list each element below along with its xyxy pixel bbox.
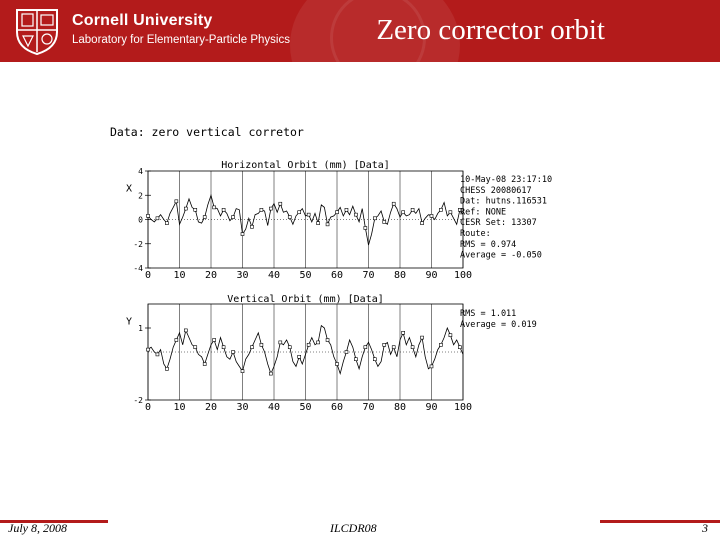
footer-date: July 8, 2008 <box>8 521 67 535</box>
vertical-orbit-point <box>345 351 348 354</box>
horizontal-annotation: CHESS 20080617 <box>460 185 532 196</box>
horizontal-annotation: Route: <box>460 229 491 239</box>
vertical-x-tick-label: 0 <box>144 402 152 413</box>
vertical-orbit-point <box>317 341 320 344</box>
horizontal-orbit-point <box>213 206 216 209</box>
orbit-plots-svg <box>108 118 578 418</box>
horizontal-orbit-point <box>175 200 178 203</box>
vertical-orbit-point <box>260 343 263 346</box>
horizontal-x-tick-label: 90 <box>425 270 438 281</box>
vertical-x-tick-label: 60 <box>330 402 344 413</box>
horizontal-orbit-point <box>383 220 386 223</box>
horizontal-orbit-point <box>298 211 301 214</box>
horizontal-orbit-point <box>411 208 414 211</box>
vertical-orbit-point <box>156 353 159 356</box>
vertical-y-axis-label: Y <box>126 316 133 328</box>
vertical-orbit-point <box>165 367 168 370</box>
horizontal-annotation: 10-May-08 23:17:10 <box>460 175 553 185</box>
horizontal-y-axis-label: X <box>126 183 133 195</box>
vertical-plot-title: Vertical Orbit (mm) [Data] <box>227 294 384 305</box>
vertical-orbit-point <box>326 339 329 342</box>
horizontal-annotation: CESR Set: 13307 <box>460 218 537 229</box>
cornell-shield-icon <box>13 6 61 56</box>
vertical-orbit-point <box>307 343 310 346</box>
horizontal-orbit-point <box>307 213 310 216</box>
footer-page-number: 3 <box>702 521 708 535</box>
horizontal-y-tick-label: 0 <box>138 215 143 225</box>
horizontal-plot-title: Horizontal Orbit (mm) [Data] <box>221 160 390 171</box>
horizontal-orbit-point <box>449 211 452 214</box>
horizontal-orbit-point <box>260 208 263 211</box>
horizontal-orbit-point <box>354 213 357 216</box>
horizontal-orbit-point <box>364 226 367 229</box>
horizontal-orbit-point <box>194 208 197 211</box>
horizontal-orbit-point <box>203 216 206 219</box>
vertical-orbit-point <box>241 370 244 373</box>
vertical-orbit-point <box>364 346 367 349</box>
vertical-orbit-point <box>279 341 282 344</box>
horizontal-y-tick-label: 4 <box>138 167 143 176</box>
vertical-orbit-point <box>383 343 386 346</box>
vertical-orbit-point <box>222 346 225 349</box>
vertical-orbit-point <box>194 346 197 349</box>
vertical-x-tick-label: 40 <box>267 402 281 413</box>
vertical-x-tick-label: 20 <box>204 402 218 413</box>
horizontal-orbit-point <box>250 225 253 228</box>
vertical-annotation: RMS = 1.011 <box>460 309 517 319</box>
horizontal-orbit-point <box>402 211 405 214</box>
horizontal-orbit-point <box>336 211 339 214</box>
horizontal-orbit-point <box>392 202 395 205</box>
vertical-x-tick-label: 70 <box>362 402 375 413</box>
horizontal-orbit-point <box>222 208 225 211</box>
horizontal-x-tick-label: 70 <box>362 270 375 281</box>
horizontal-annotation: RMS = 0.974 <box>460 239 517 250</box>
orbit-plots <box>108 118 578 418</box>
horizontal-x-tick-label: 100 <box>453 270 473 281</box>
vertical-orbit-point <box>421 336 424 339</box>
horizontal-orbit-point <box>373 217 376 220</box>
vertical-orbit-point <box>288 346 291 349</box>
horizontal-x-tick-label: 60 <box>330 270 344 281</box>
horizontal-orbit-point <box>326 223 329 226</box>
brand-subtitle: Laboratory for Elementary-Particle Physics <box>72 34 290 46</box>
brand-name: Cornell University <box>72 12 213 29</box>
vertical-orbit-point <box>373 358 376 361</box>
vertical-orbit-point <box>449 334 452 337</box>
footer-event: ILCDR08 <box>330 521 377 535</box>
horizontal-y-tick-label: -4 <box>133 264 143 273</box>
horizontal-x-tick-label: 10 <box>173 270 186 281</box>
vertical-orbit-point <box>250 346 253 349</box>
vertical-orbit-point <box>439 343 442 346</box>
vertical-x-tick-label: 100 <box>453 402 473 413</box>
vertical-orbit-point <box>392 346 395 349</box>
horizontal-orbit-point <box>241 233 244 236</box>
vertical-x-tick-label: 80 <box>393 402 407 413</box>
horizontal-x-tick-label: 80 <box>393 270 407 281</box>
horizontal-orbit-point <box>421 222 424 225</box>
horizontal-y-tick-label: -2 <box>133 239 143 249</box>
horizontal-orbit-point <box>345 208 348 211</box>
vertical-orbit-point <box>269 372 272 375</box>
horizontal-orbit-point <box>269 207 272 210</box>
vertical-orbit-point <box>184 329 187 332</box>
horizontal-orbit-point <box>430 214 433 217</box>
horizontal-x-tick-label: 20 <box>204 270 218 281</box>
vertical-orbit-point <box>411 346 414 349</box>
vertical-orbit-point <box>458 346 461 349</box>
horizontal-orbit-point <box>184 207 187 210</box>
horizontal-orbit-point <box>165 222 168 225</box>
horizontal-orbit-point <box>147 214 150 217</box>
header-bar <box>0 0 720 62</box>
vertical-annotation: Average = 0.019 <box>460 319 537 330</box>
vertical-orbit-point <box>203 363 206 366</box>
vertical-orbit-point <box>336 363 339 366</box>
slide-title: Zero corrector orbit <box>376 14 605 46</box>
vertical-x-tick-label: 50 <box>299 402 312 413</box>
vertical-orbit-point <box>147 348 150 351</box>
horizontal-x-tick-label: 50 <box>299 270 312 281</box>
horizontal-orbit-point <box>288 216 291 219</box>
vertical-x-tick-label: 10 <box>173 402 186 413</box>
horizontal-orbit-point <box>156 217 159 220</box>
vertical-orbit-point <box>232 351 235 354</box>
horizontal-y-tick-label: 2 <box>138 191 143 201</box>
horizontal-annotation: Dat: hutns.116531 <box>460 196 547 207</box>
vertical-orbit-point <box>213 339 216 342</box>
vertical-orbit-point <box>175 339 178 342</box>
vertical-y-tick-label: -2 <box>133 396 143 405</box>
vertical-x-tick-label: 30 <box>236 402 249 413</box>
horizontal-x-tick-label: 30 <box>236 270 249 281</box>
horizontal-x-tick-label: 40 <box>267 270 281 281</box>
vertical-orbit-point <box>354 358 357 361</box>
horizontal-orbit-point <box>317 222 320 225</box>
vertical-orbit-point <box>298 355 301 358</box>
vertical-y-tick-label: 1 <box>138 324 143 333</box>
horizontal-orbit-point <box>232 216 235 219</box>
horizontal-annotation: Ref: NONE <box>460 207 507 218</box>
horizontal-x-tick-label: 0 <box>144 270 152 281</box>
horizontal-orbit-point <box>439 208 442 211</box>
horizontal-orbit-point <box>279 202 282 205</box>
vertical-orbit-point <box>430 365 433 368</box>
horizontal-annotation: Average = -0.050 <box>460 250 542 261</box>
vertical-x-tick-label: 90 <box>425 402 438 413</box>
vertical-orbit-point <box>402 331 405 334</box>
plot-heading: Data: zero vertical corretor <box>110 125 304 139</box>
